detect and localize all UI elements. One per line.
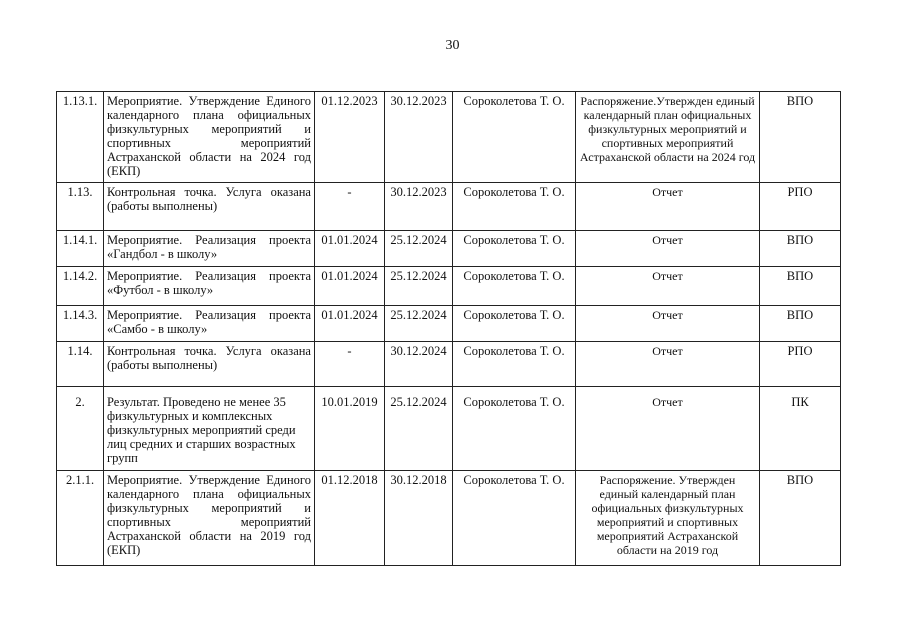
type: ВПО — [760, 471, 841, 566]
responsible: Сороколетова Т. О. — [453, 471, 576, 566]
responsible: Сороколетова Т. О. — [453, 92, 576, 183]
document: Распоряжение. Утвержден единый календарный план официальных физкультурных мероприятий и спортивных мероприятий Астраханской области на 2019 год — [576, 471, 760, 566]
table-row — [57, 183, 841, 231]
table-row — [57, 92, 841, 183]
responsible: Сороколетова Т. О. — [453, 183, 576, 231]
event-description: Мероприятие. Реализация проекта «Футбол - в школу» — [104, 267, 315, 306]
end-date: 30.12.2023 — [385, 92, 453, 183]
type: РПО — [760, 342, 841, 387]
row-number: 1.14.3. — [57, 306, 104, 342]
row-number: 1.14.2. — [57, 267, 104, 306]
start-date: 01.12.2023 — [315, 92, 385, 183]
row-number: 1.14. — [57, 342, 104, 387]
document: Отчет — [576, 267, 760, 306]
document: Отчет — [576, 387, 760, 471]
row-number: 1.14.1. — [57, 231, 104, 267]
start-date: 01.12.2018 — [315, 471, 385, 566]
table-row — [57, 306, 841, 342]
end-date: 25.12.2024 — [385, 231, 453, 267]
event-description: Мероприятие. Утверждение Единого календарного плана официальных физкультурных мероприятий и спортивных мероприятий Астраханской области на 2024 год (ЕКП) — [104, 92, 315, 183]
end-date: 30.12.2018 — [385, 471, 453, 566]
start-date: 01.01.2024 — [315, 306, 385, 342]
responsible: Сороколетова Т. О. — [453, 306, 576, 342]
document: Отчет — [576, 306, 760, 342]
row-number: 1.13.1. — [57, 92, 104, 183]
page-number: 30 — [445, 38, 460, 53]
start-date: - — [315, 342, 385, 387]
table-row — [57, 387, 841, 471]
event-description: Контрольная точка. Услуга оказана (работы выполнены) — [104, 342, 315, 387]
responsible: Сороколетова Т. О. — [453, 387, 576, 471]
end-date: 25.12.2024 — [385, 267, 453, 306]
responsible: Сороколетова Т. О. — [453, 231, 576, 267]
start-date: 01.01.2024 — [315, 267, 385, 306]
table-row — [57, 267, 841, 306]
type: ВПО — [760, 231, 841, 267]
type: ВПО — [760, 267, 841, 306]
start-date: - — [315, 183, 385, 231]
responsible: Сороколетова Т. О. — [453, 267, 576, 306]
end-date: 30.12.2023 — [385, 183, 453, 231]
end-date: 25.12.2024 — [385, 387, 453, 471]
end-date: 25.12.2024 — [385, 306, 453, 342]
row-number: 2.1.1. — [57, 471, 104, 566]
start-date: 01.01.2024 — [315, 231, 385, 267]
type: ПК — [760, 387, 841, 471]
document: Отчет — [576, 342, 760, 387]
event-description: Контрольная точка. Услуга оказана (работы выполнены) — [104, 183, 315, 231]
event-description: Мероприятие. Реализация проекта «Самбо - в школу» — [104, 306, 315, 342]
event-description: Результат. Проведено не менее 35 физкультурных и комплексных физкультурных мероприятий среди лиц средних и старших возрастных групп — [104, 387, 315, 471]
document: Отчет — [576, 231, 760, 267]
plan-table — [56, 91, 841, 566]
row-number: 1.13. — [57, 183, 104, 231]
start-date: 10.01.2019 — [315, 387, 385, 471]
table-row — [57, 342, 841, 387]
document: Отчет — [576, 183, 760, 231]
responsible: Сороколетова Т. О. — [453, 342, 576, 387]
type: ВПО — [760, 306, 841, 342]
document: Распоряжение.Утвержден единый календарный план официальных физкультурных мероприятий и спортивных мероприятий Астраханской области на 2024 год — [576, 92, 760, 183]
table-row — [57, 471, 841, 566]
type: ВПО — [760, 92, 841, 183]
row-number: 2. — [57, 387, 104, 471]
type: РПО — [760, 183, 841, 231]
end-date: 30.12.2024 — [385, 342, 453, 387]
event-description: Мероприятие. Реализация проекта «Гандбол - в школу» — [104, 231, 315, 267]
table-row — [57, 231, 841, 267]
event-description: Мероприятие. Утверждение Единого календарного плана официальных физкультурных мероприятий и спортивных мероприятий Астраханской области на 2019 год (ЕКП) — [104, 471, 315, 566]
